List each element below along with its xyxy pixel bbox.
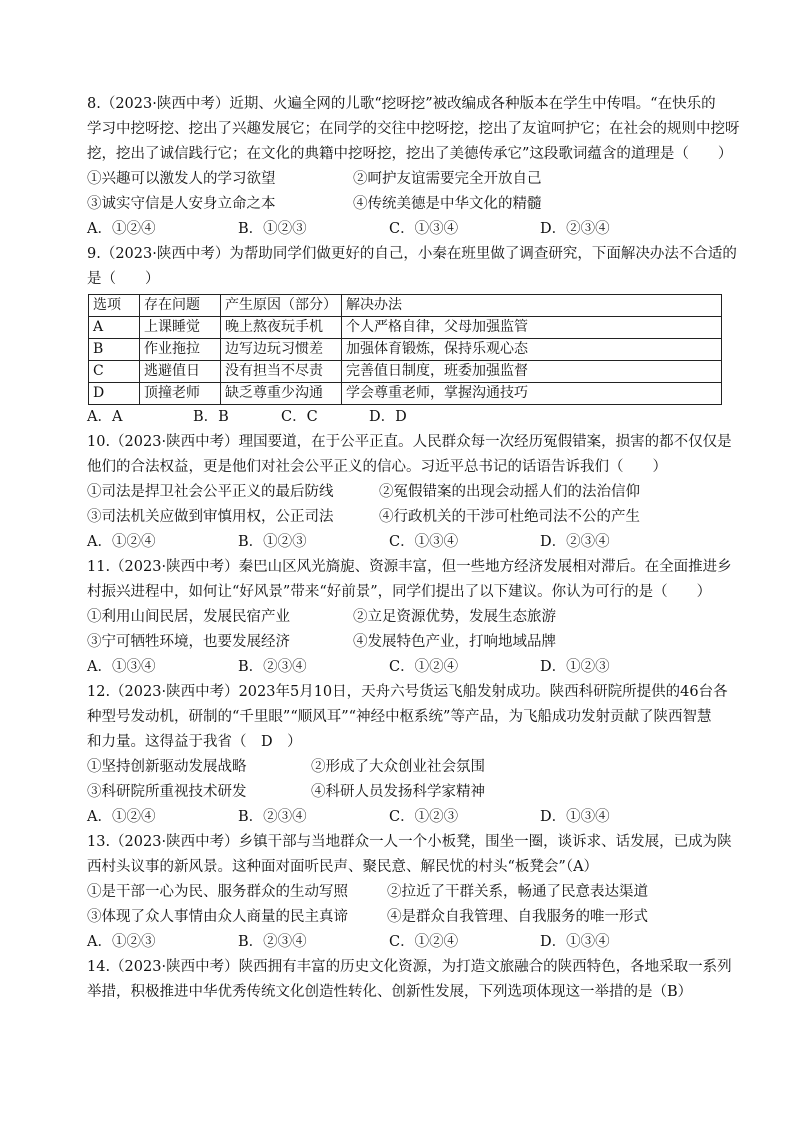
option-c: C．①③④	[389, 221, 459, 237]
table-header: 存在问题	[140, 295, 221, 317]
statement: ③诚实守信是人安身立命之本	[87, 196, 276, 212]
table-header: 选项	[89, 295, 140, 317]
table-cell: B	[89, 339, 140, 361]
answer-options	[87, 405, 727, 430]
answer-options	[87, 530, 727, 555]
statement: ④科研人员发扬科学家精神	[311, 784, 485, 800]
option-b: B．①②③	[238, 534, 307, 550]
question-text-line: 村振兴进程中，如何让“好风景”带来“好前景”，同学们提出了以下建议。你认为可行的是（ ）	[87, 584, 712, 600]
statement: ②冤假错案的出现会动摇人们的法治信仰	[379, 484, 640, 500]
statement-row	[87, 505, 727, 530]
answer-options	[87, 655, 727, 680]
option-a: A．A	[87, 409, 123, 425]
question-12	[87, 680, 727, 830]
table-cell: C	[89, 361, 140, 383]
statement-row	[87, 605, 727, 630]
option-b: B．②③④	[238, 809, 307, 825]
question-text-line: 挖，挖出了诚信践行它；在文化的典籍中挖呀挖，挖出了美德传承它”这段歌词蕴含的道理是（ ）	[87, 146, 733, 162]
option-d: D．①③④	[540, 934, 610, 950]
question-text-line: 8.（2023·陕西中考）近期、火遍全网的儿歌“挖呀挖”被改编成各种版本在学生中传唱。“在快乐的	[87, 96, 716, 112]
question-13	[87, 830, 732, 955]
statement: ②立足资源优势，发展生态旅游	[353, 609, 556, 625]
table-cell: 完善值日制度，班委加强监督	[342, 361, 722, 383]
table-cell: 个人严格自律，父母加强监管	[342, 317, 722, 339]
table-cell: 作业拖拉	[140, 339, 221, 361]
option-b: B．①②③	[238, 221, 307, 237]
table-cell: 顶撞老师	[140, 383, 221, 405]
table-row	[89, 383, 722, 405]
option-c: C．C	[281, 409, 318, 425]
survey-table	[88, 294, 722, 405]
option-a: A．①②④	[87, 221, 156, 237]
question-9	[87, 242, 737, 430]
option-c: C．①③④	[389, 534, 459, 550]
statement-row	[87, 480, 727, 505]
table-cell: 上课睡觉	[140, 317, 221, 339]
answer-options	[87, 217, 727, 242]
question-text-line: 11.（2023·陕西中考）秦巴山区风光旖旎、资源丰富，但一些地方经济发展相对滞后。在全面推进乡	[87, 559, 732, 575]
statement: ③科研院所重视技术研发	[87, 784, 247, 800]
table-cell: 晚上熬夜玩手机	[221, 317, 342, 339]
option-b: B．②③④	[238, 934, 307, 950]
table-cell: 没有担当不尽责	[221, 361, 342, 383]
table-cell: 缺乏尊重少沟通	[221, 383, 342, 405]
option-c: C．①②④	[389, 659, 459, 675]
table-cell: 学会尊重老师，掌握沟通技巧	[342, 383, 722, 405]
question-text-line: 西村头议事的新风景。这种面对面听民声、聚民意、解民忧的村头“板凳会”（A）	[87, 859, 599, 875]
option-d: D．②③④	[540, 534, 610, 550]
statement: ①是干部一心为民、服务群众的生动写照	[87, 884, 348, 900]
option-a: A．①②④	[87, 534, 156, 550]
statement-row	[87, 192, 727, 217]
question-8	[87, 92, 740, 242]
option-a: A．①②③	[87, 934, 156, 950]
statement: ③体现了众人事情由众人商量的民主真谛	[87, 909, 348, 925]
question-text-line: 种型号发动机，研制的“千里眼”“顺风耳”“神经中枢系统”等产品，为飞船成功发射贡献了陕西智慧	[87, 709, 712, 725]
statement: ③宁可牺牲环境，也要发展经济	[87, 634, 290, 650]
option-d: D．①②③	[540, 659, 610, 675]
option-d: D．①③④	[540, 809, 610, 825]
statement: ④行政机关的干涉可杜绝司法不公的产生	[379, 509, 640, 525]
statement: ①坚持创新驱动发展战略	[87, 759, 247, 775]
question-text-line: 10.（2023·陕西中考）理国要道，在于公平正直。人民群众每一次经历冤假错案，损害的都不仅仅是	[87, 434, 732, 450]
question-14	[87, 955, 732, 1005]
table-cell: A	[89, 317, 140, 339]
option-d: D．②③④	[540, 221, 610, 237]
statement: ④传统美德是中华文化的精髓	[353, 196, 542, 212]
option-c: C．①②③	[389, 809, 459, 825]
table-cell: 加强体育锻炼，保持乐观心态	[342, 339, 722, 361]
statement-row	[87, 755, 727, 780]
answer-options	[87, 930, 727, 955]
table-cell: 逃避值日	[140, 361, 221, 383]
statement: ②形成了大众创业社会氛围	[311, 759, 485, 775]
statement-row	[87, 630, 727, 655]
question-text-line: 学习中挖呀挖、挖出了兴趣发展它；在同学的交往中挖呀挖，挖出了友谊呵护它；在社会的规则中挖呀	[87, 121, 740, 137]
statement: ④是群众自我管理、自我服务的唯一形式	[387, 909, 648, 925]
table-header-row	[89, 295, 722, 317]
statement-row	[87, 880, 727, 905]
option-d: D．D	[369, 409, 407, 425]
option-a: A．①②④	[87, 809, 156, 825]
statement: ①司法是捍卫社会公平正义的最后防线	[87, 484, 334, 500]
table-header: 解决办法	[342, 295, 722, 317]
table-cell: 边写边玩习惯差	[221, 339, 342, 361]
question-text-line: 14.（2023·陕西中考）陕西拥有丰富的历史文化资源，为打造文旅融合的陕西特色，各地采取一系列	[87, 959, 732, 975]
statement-row	[87, 780, 727, 805]
table-row	[89, 361, 722, 383]
statement: ③司法机关应做到审慎用权，公正司法	[87, 509, 334, 525]
statement: ④发展特色产业，打响地域品牌	[353, 634, 556, 650]
statement: ①利用山间民居，发展民宿产业	[87, 609, 290, 625]
statement-row	[87, 167, 727, 192]
question-text-line: 12.（2023·陕西中考）2023年5月10日，天舟六号货运飞船发射成功。陕西科研院所提供的46台各	[87, 684, 728, 700]
option-c: C．①②④	[389, 934, 459, 950]
question-text-line: 他们的合法权益，更是他们对社会公平正义的信心。习近平总书记的话语告诉我们（ ）	[87, 459, 667, 475]
statement: ①兴趣可以激发人的学习欲望	[87, 171, 276, 187]
answer-options	[87, 805, 727, 830]
option-b: B．②③④	[238, 659, 307, 675]
statement: ②拉近了干群关系，畅通了民意表达渠道	[387, 884, 648, 900]
table-row	[89, 317, 722, 339]
table-cell: D	[89, 383, 140, 405]
question-10	[87, 430, 732, 555]
question-text-line: 13.（2023·陕西中考）乡镇干部与当地群众一人一个小板凳，围坐一圈，谈诉求、话发展，已成为陕	[87, 834, 732, 850]
statement-row	[87, 905, 727, 930]
option-b: B．B	[193, 409, 229, 425]
question-text-line: 和力量。这得益于我省（ D ）	[87, 734, 302, 750]
statement: ②呵护友谊需要完全开放自己	[353, 171, 542, 187]
question-text-line: 是（ ）	[87, 271, 160, 287]
question-11	[87, 555, 732, 680]
option-a: A．①③④	[87, 659, 156, 675]
table-row	[89, 339, 722, 361]
question-text-line: 9.（2023·陕西中考）为帮助同学们做更好的自己，小秦在班里做了调查研究，下面解决办法不合适的	[87, 246, 737, 262]
question-text-line: 举措，积极推进中华优秀传统文化创造性转化、创新性发展，下列选项体现这一举措的是（B）	[87, 984, 693, 1000]
table-header: 产生原因（部分）	[221, 295, 342, 317]
exam-page	[87, 92, 740, 1005]
